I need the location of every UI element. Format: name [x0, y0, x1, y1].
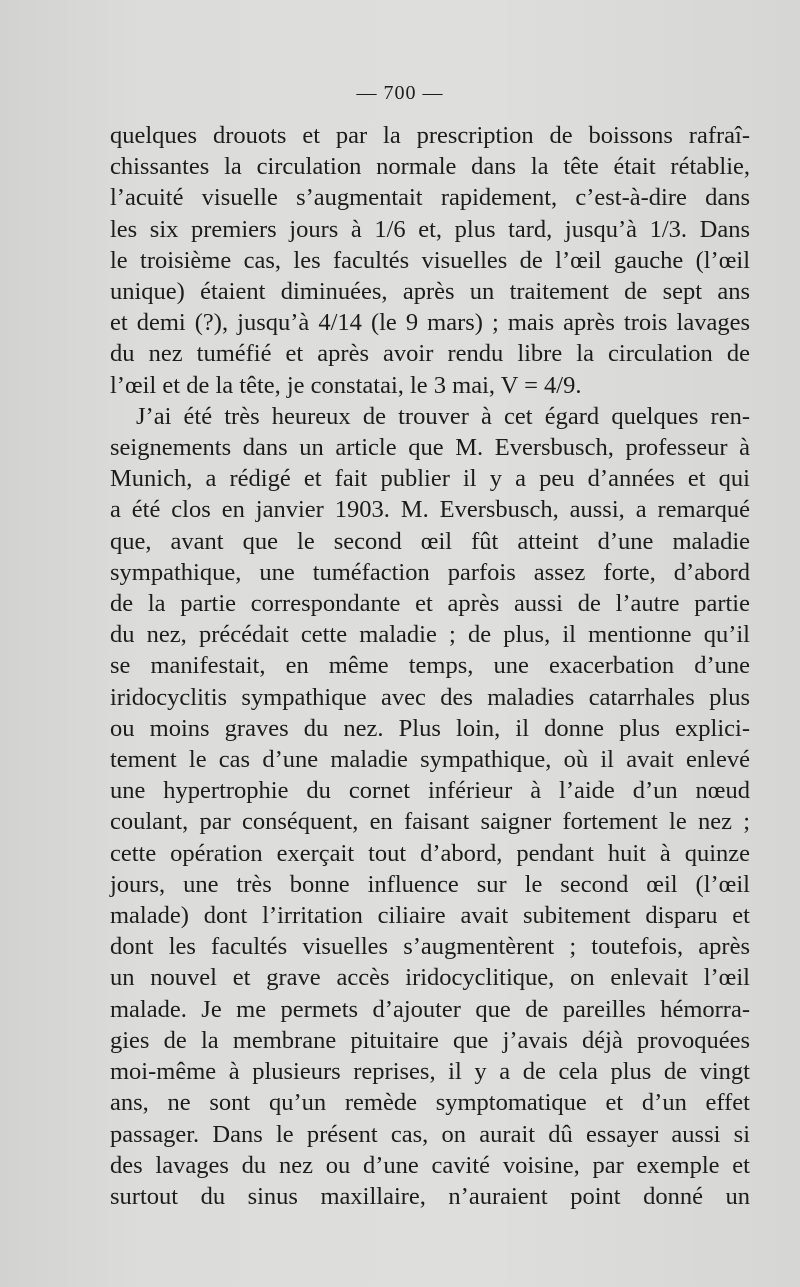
body-text — [110, 120, 750, 1212]
text-line: chissantes la circulation normale dans la tête était rétablie, — [110, 153, 750, 181]
text-line: malade. Je me permets d’ajouter que de pareilles hémorra- — [110, 995, 750, 1023]
text-line: tement le cas d’une maladie sympathique, où il avait enlevé — [110, 746, 750, 774]
text-line: quelques drouots et par la prescription de boissons rafraî- — [110, 122, 750, 149]
text-line: a été clos en janvier 1903. M. Eversbusch, aussi, a remarqué — [110, 496, 750, 524]
text-line: passager. Dans le présent cas, on aurait dû essayer aussi si — [110, 1120, 750, 1148]
page-number: — 700 — — [356, 82, 444, 104]
text-line: J’ai été très heureux de trouver à cet égard quelques ren- — [136, 402, 750, 430]
text-line: des lavages du nez ou d’une cavité voisine, par exemple et — [110, 1151, 750, 1179]
text-line: ou moins graves du nez. Plus loin, il donne plus explici- — [110, 714, 750, 742]
text-line: surtout du sinus maxillaire, n’auraient point donné un — [110, 1182, 750, 1210]
text-line: gies de la membrane pituitaire que j’avais déjà provoquées — [110, 1026, 750, 1054]
text-line: Munich, a rédigé et fait publier il y a peu d’années et qui — [110, 465, 750, 493]
text-line: se manifestait, en même temps, une exacerbation d’une — [110, 652, 750, 680]
text-line: ans, ne sont qu’un remède symptomatique et d’un effet — [110, 1089, 750, 1117]
text-line: l’acuité visuelle s’augmentait rapidement, c’est-à-dire dans — [110, 184, 750, 212]
text-line: unique) étaient diminuées, après un traitement de sept ans — [110, 278, 750, 306]
text-line: moi-même à plusieurs reprises, il y a de cela plus de vingt — [110, 1058, 750, 1086]
text-line: du nez tuméfié et après avoir rendu libre la circulation de — [110, 340, 750, 368]
text-line: iridocyclitis sympathique avec des maladies catarrhales plus — [110, 683, 750, 711]
text-line: cette opération exerçait tout d’abord, pendant huit à quinze — [110, 839, 750, 867]
text-line: un nouvel et grave accès iridocyclitique, on enlevait l’œil — [110, 964, 750, 992]
text-line: et demi (?), jusqu’à 4/14 (le 9 mars) ; mais après trois lavages — [110, 309, 750, 337]
text-line: seignements dans un article que M. Eversbusch, professeur à — [110, 434, 750, 462]
text-line: sympathique, une tuméfaction parfois assez forte, d’abord — [110, 558, 750, 586]
text-line: que, avant que le second œil fût atteint d’une maladie — [110, 527, 750, 555]
text-line: l’œil et de la tête, je constatai, le 3 mai, V = 4/9. — [110, 371, 582, 399]
text-line: coulant, par conséquent, en faisant saigner fortement le nez ; — [110, 808, 750, 836]
text-line: le troisième cas, les facultés visuelles de l’œil gauche (l’œil — [110, 246, 750, 274]
text-line: du nez, précédait cette maladie ; de plus, il mentionne qu’il — [110, 621, 750, 649]
text-line: jours, une très bonne influence sur le second œil (l’œil — [110, 870, 750, 898]
text-line: les six premiers jours à 1/6 et, plus tard, jusqu’à 1/3. Dans — [110, 215, 750, 243]
paragraph-1 — [110, 120, 750, 401]
text-line: une hypertrophie du cornet inférieur à l’aide d’un nœud — [110, 777, 750, 805]
text-line: malade) dont l’irritation ciliaire avait subitement disparu et — [110, 902, 750, 930]
text-line: dont les facultés visuelles s’augmentèrent ; toutefois, après — [110, 933, 750, 961]
text-line: de la partie correspondante et après aussi de l’autre partie — [110, 590, 750, 618]
paragraph-2 — [110, 401, 750, 1212]
